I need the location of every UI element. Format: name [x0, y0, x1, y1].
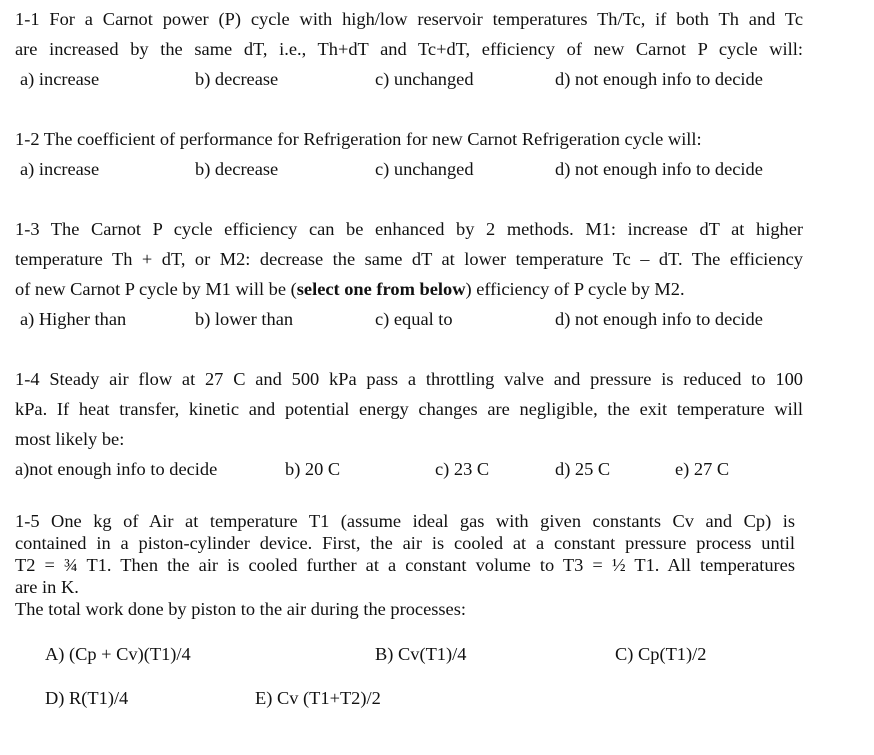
q5-line-2: contained in a piston-cylinder device. First, the air is cooled at a constant pressure process until: [15, 533, 795, 553]
q5-line-1: 1-5 One kg of Air at temperature T1 (assume ideal gas with given constants Cv and Cp) is: [15, 511, 795, 531]
q2-option-c[interactable]: c) unchanged: [375, 159, 474, 179]
q2-option-d[interactable]: d) not enough info to decide: [555, 159, 763, 179]
q3-line-3: [15, 274, 803, 304]
q3-line-3-post: ) efficiency of P cycle by M2.: [465, 279, 685, 299]
q3-line-3-bold: select one from below: [296, 279, 466, 299]
q1-option-c[interactable]: c) unchanged: [375, 69, 474, 89]
q3-line-1: 1-3 The Carnot P cycle efficiency can be enhanced by 2 methods. M1: increase dT at higher: [15, 219, 803, 239]
q4-line-1: 1-4 Steady air flow at 27 C and 500 kPa pass a throttling valve and pressure is reduced to 100: [15, 369, 803, 389]
q2-option-b[interactable]: b) decrease: [195, 159, 279, 179]
q4-option-d[interactable]: d) 25 C: [555, 459, 611, 479]
q2-option-a[interactable]: a) increase: [20, 159, 100, 179]
q1-option-d[interactable]: d) not enough info to decide: [555, 69, 763, 89]
q5-option-c[interactable]: C) Cp(T1)/2: [615, 644, 707, 664]
q5-line-4: are in K.: [15, 577, 79, 597]
q2-line: 1-2 The coefficient of performance for Refrigeration for new Carnot Refrigeration cycle will:: [15, 129, 702, 149]
q4-option-b[interactable]: b) 20 C: [285, 459, 341, 479]
q5-option-a[interactable]: A) (Cp + Cv)(T1)/4: [45, 644, 191, 664]
q5-option-e[interactable]: E) Cv (T1+T2)/2: [255, 688, 381, 708]
q3-line-2: temperature Th + dT, or M2: decrease the same dT at lower temperature Tc – dT. The efficiency: [15, 249, 803, 269]
q1-option-b[interactable]: b) decrease: [195, 69, 279, 89]
q3-option-c[interactable]: c) equal to: [375, 309, 453, 329]
q3-option-b[interactable]: b) lower than: [195, 309, 294, 329]
q5-option-b[interactable]: B) Cv(T1)/4: [375, 644, 467, 664]
q3-option-d[interactable]: d) not enough info to decide: [555, 309, 763, 329]
q1-line-2: are increased by the same dT, i.e., Th+dT and Tc+dT, efficiency of new Carnot P cycle will:: [15, 39, 803, 59]
q1-option-a[interactable]: a) increase: [20, 69, 100, 89]
q3-line-3-pre: of new Carnot P cycle by M1 will be (: [15, 279, 297, 299]
q1-line-1: 1-1 For a Carnot power (P) cycle with high/low reservoir temperatures Th/Tc, if both Th and Tc: [15, 9, 803, 29]
q4-option-e[interactable]: e) 27 C: [675, 459, 730, 479]
q4-option-a[interactable]: a)not enough info to decide: [15, 459, 218, 479]
q4-option-c[interactable]: c) 23 C: [435, 459, 490, 479]
q4-line-2: kPa. If heat transfer, kinetic and potential energy changes are negligible, the exit temperature will: [15, 399, 803, 419]
q5-line-3: T2 = ¾ T1. Then the air is cooled further at a constant volume to T3 = ½ T1. All temperatures: [15, 555, 795, 575]
q5-option-d[interactable]: D) R(T1)/4: [45, 688, 129, 708]
q4-line-3: most likely be:: [15, 429, 125, 449]
q5-prompt: The total work done by piston to the air during the processes:: [15, 599, 466, 619]
q3-option-a[interactable]: a) Higher than: [20, 309, 127, 329]
